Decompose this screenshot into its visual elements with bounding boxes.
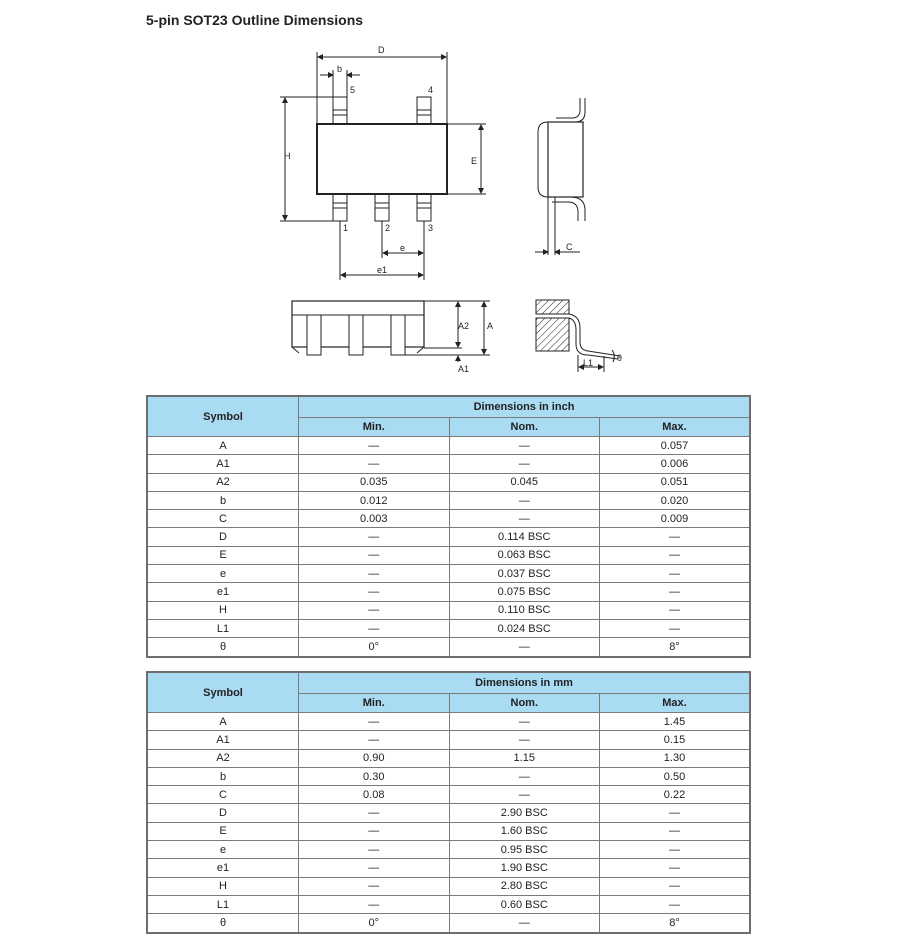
label-e1: e1 <box>377 265 388 275</box>
cell-nom: — <box>449 731 600 749</box>
cell-max: — <box>600 895 751 913</box>
min-header: Min. <box>299 418 450 437</box>
symbol-header: Symbol <box>147 396 299 437</box>
cell-max: 0.50 <box>600 767 751 785</box>
table-row <box>147 583 750 601</box>
table-row <box>147 473 750 491</box>
table-row <box>147 713 750 731</box>
cell-nom: 0.037 BSC <box>449 565 600 583</box>
label-L1: L1 <box>583 358 594 368</box>
front-view-labels <box>458 321 493 374</box>
table-row <box>147 804 750 822</box>
table-row <box>147 767 750 785</box>
cell-nom: 0.60 BSC <box>449 895 600 913</box>
label-A: A <box>487 321 494 331</box>
table-row <box>147 455 750 473</box>
cell-max: — <box>600 822 751 840</box>
cell-max: — <box>600 619 751 637</box>
table-row <box>147 546 750 564</box>
table-row <box>147 859 750 877</box>
front-view <box>292 301 490 362</box>
cell-nom: 1.60 BSC <box>449 822 600 840</box>
nom-header: Nom. <box>449 418 600 437</box>
min-header: Min. <box>299 694 450 713</box>
cell-min: — <box>299 731 450 749</box>
cell-nom: 0.063 BSC <box>449 546 600 564</box>
cell-symbol: E <box>147 546 299 564</box>
top-view <box>280 52 486 280</box>
cell-symbol: A <box>147 713 299 731</box>
label-pin-5: 5 <box>350 85 356 95</box>
cell-nom: 2.90 BSC <box>449 804 600 822</box>
cell-min: — <box>299 859 450 877</box>
group-header: Dimensions in mm <box>299 672 751 694</box>
cell-nom: 0.114 BSC <box>449 528 600 546</box>
table-row <box>147 841 750 859</box>
cell-min: — <box>299 601 450 619</box>
cell-symbol: A1 <box>147 731 299 749</box>
cell-min: 0.30 <box>299 767 450 785</box>
table-row <box>147 437 750 455</box>
cell-max: — <box>600 546 751 564</box>
cell-nom: — <box>449 767 600 785</box>
cell-min: 0.90 <box>299 749 450 767</box>
cell-nom: 0.110 BSC <box>449 601 600 619</box>
cell-nom: 1.15 <box>449 749 600 767</box>
cell-max: 1.45 <box>600 713 751 731</box>
cell-min: 0.012 <box>299 491 450 509</box>
cell-symbol: E <box>147 822 299 840</box>
cell-min: — <box>299 822 450 840</box>
dimensions-mm-table <box>146 671 751 934</box>
cell-symbol: D <box>147 528 299 546</box>
cell-symbol: b <box>147 491 299 509</box>
label-E: E <box>471 156 478 166</box>
cell-min: — <box>299 841 450 859</box>
max-header: Max. <box>600 694 751 713</box>
cell-nom: 0.95 BSC <box>449 841 600 859</box>
cell-symbol: e1 <box>147 583 299 601</box>
cell-min: — <box>299 455 450 473</box>
label-pin-1: 1 <box>343 223 349 233</box>
cell-max: — <box>600 583 751 601</box>
group-header: Dimensions in inch <box>299 396 751 418</box>
cell-symbol: L1 <box>147 895 299 913</box>
cell-min: — <box>299 619 450 637</box>
cell-symbol: b <box>147 767 299 785</box>
lead-detail-view <box>536 300 623 372</box>
side-view <box>535 98 585 255</box>
table-row <box>147 877 750 895</box>
dimensions-inch-table <box>146 395 751 658</box>
cell-symbol: e <box>147 841 299 859</box>
cell-nom: 1.90 BSC <box>449 859 600 877</box>
label-pin-3: 3 <box>428 223 434 233</box>
cell-symbol: D <box>147 804 299 822</box>
cell-min: — <box>299 437 450 455</box>
cell-min: 0.035 <box>299 473 450 491</box>
cell-min: — <box>299 877 450 895</box>
cell-max: — <box>600 859 751 877</box>
cell-symbol: A1 <box>147 455 299 473</box>
cell-min: — <box>299 583 450 601</box>
cell-max: 0.009 <box>600 510 751 528</box>
label-A2: A2 <box>458 321 470 331</box>
cell-max: — <box>600 528 751 546</box>
cell-symbol: H <box>147 877 299 895</box>
cell-min: — <box>299 713 450 731</box>
cell-max: 8° <box>600 638 751 657</box>
label-H: H <box>284 151 291 161</box>
table-row <box>147 510 750 528</box>
cell-nom: — <box>449 437 600 455</box>
cell-min: 0° <box>299 638 450 657</box>
cell-nom: — <box>449 455 600 473</box>
cell-min: — <box>299 528 450 546</box>
table-row <box>147 528 750 546</box>
label-theta: θ <box>617 353 623 363</box>
cell-nom: — <box>449 786 600 804</box>
table-row <box>147 638 750 657</box>
cell-max: — <box>600 804 751 822</box>
max-header: Max. <box>600 418 751 437</box>
cell-symbol: A2 <box>147 473 299 491</box>
label-D: D <box>378 45 385 55</box>
cell-min: — <box>299 804 450 822</box>
label-A1: A1 <box>458 364 470 374</box>
label-pin-4: 4 <box>428 85 434 95</box>
cell-max: 1.30 <box>600 749 751 767</box>
cell-max: 0.006 <box>600 455 751 473</box>
cell-symbol: A <box>147 437 299 455</box>
cell-max: — <box>600 601 751 619</box>
cell-symbol: θ <box>147 914 299 933</box>
cell-max: 0.020 <box>600 491 751 509</box>
cell-symbol: H <box>147 601 299 619</box>
table-row <box>147 601 750 619</box>
table-row <box>147 491 750 509</box>
cell-nom: — <box>449 491 600 509</box>
cell-max: 0.15 <box>600 731 751 749</box>
cell-nom: 2.80 BSC <box>449 877 600 895</box>
label-pin-2: 2 <box>385 223 391 233</box>
cell-nom: — <box>449 713 600 731</box>
cell-nom: 0.045 <box>449 473 600 491</box>
table-row <box>147 786 750 804</box>
table-row <box>147 914 750 933</box>
table-row <box>147 749 750 767</box>
label-C: C <box>566 242 573 252</box>
cell-min: — <box>299 546 450 564</box>
cell-symbol: θ <box>147 638 299 657</box>
cell-max: — <box>600 841 751 859</box>
cell-min: 0.08 <box>299 786 450 804</box>
table-row <box>147 822 750 840</box>
symbol-header: Symbol <box>147 672 299 713</box>
cell-nom: — <box>449 914 600 933</box>
table-row <box>147 731 750 749</box>
cell-nom: — <box>449 638 600 657</box>
cell-symbol: L1 <box>147 619 299 637</box>
cell-max: 0.051 <box>600 473 751 491</box>
package-outline-drawing <box>0 0 898 390</box>
cell-symbol: A2 <box>147 749 299 767</box>
table-row <box>147 565 750 583</box>
table-row <box>147 619 750 637</box>
cell-symbol: C <box>147 786 299 804</box>
cell-max: — <box>600 877 751 895</box>
label-e: e <box>400 243 406 253</box>
cell-nom: 0.075 BSC <box>449 583 600 601</box>
cell-nom: — <box>449 510 600 528</box>
cell-min: 0.003 <box>299 510 450 528</box>
cell-max: 0.22 <box>600 786 751 804</box>
cell-nom: 0.024 BSC <box>449 619 600 637</box>
table-row <box>147 895 750 913</box>
cell-max: — <box>600 565 751 583</box>
cell-min: 0° <box>299 914 450 933</box>
cell-symbol: e <box>147 565 299 583</box>
cell-min: — <box>299 895 450 913</box>
label-b: b <box>337 64 343 74</box>
cell-symbol: e1 <box>147 859 299 877</box>
nom-header: Nom. <box>449 694 600 713</box>
page-title: 5-pin SOT23 Outline Dimensions <box>146 12 364 28</box>
cell-max: 0.057 <box>600 437 751 455</box>
cell-max: 8° <box>600 914 751 933</box>
cell-symbol: C <box>147 510 299 528</box>
cell-min: — <box>299 565 450 583</box>
